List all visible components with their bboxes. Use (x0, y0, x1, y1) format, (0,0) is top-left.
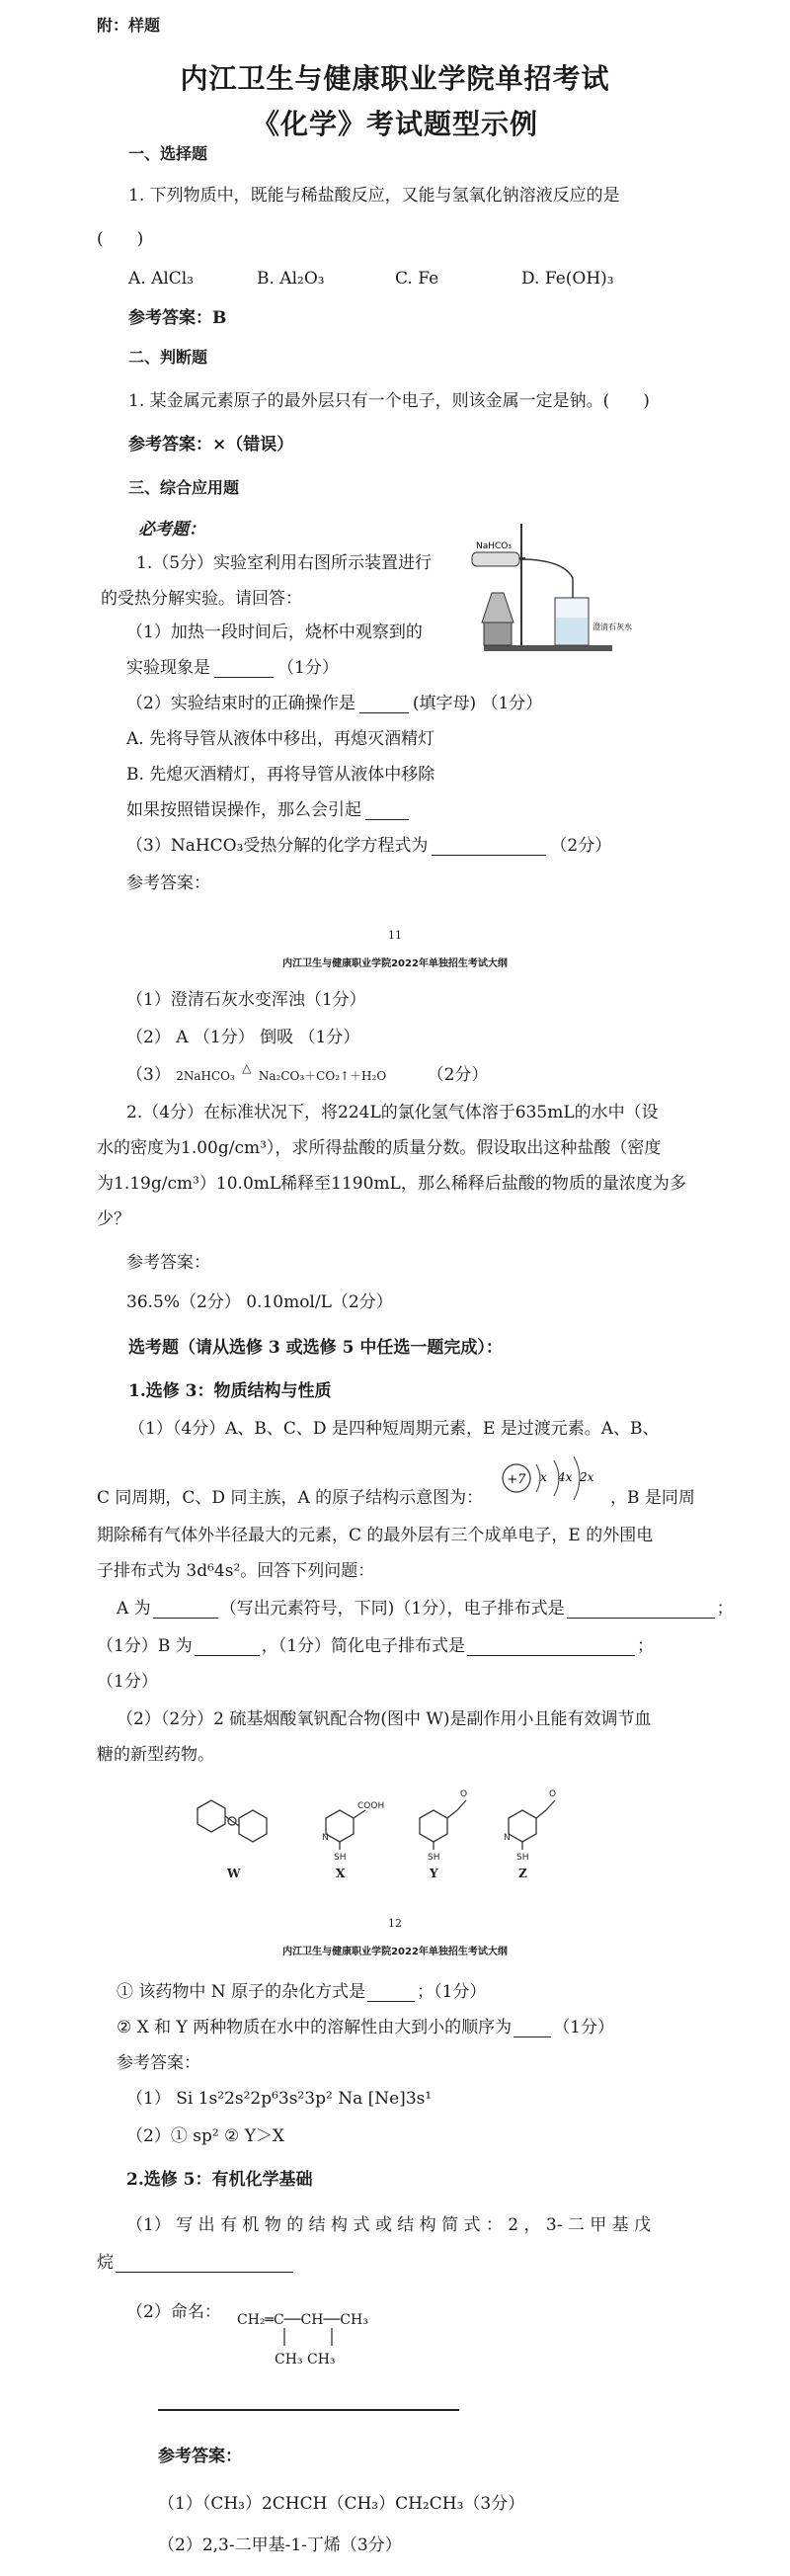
e3-line3: 期除稀有气体外半径最大的元素，C 的最外层有三个成单电子，E 的外围电 (97, 1526, 654, 1545)
c1-q2c: 如果按照错误操作，那么会引起 (126, 800, 409, 820)
e3-line5: A 为 （写出元素符号，下同)（1分），电子排布式是 ； (117, 1599, 734, 1619)
q2-text: 1. 某金属元素原子的最外层只有一个电子，则该金属一定是钠。( ) (128, 391, 650, 411)
molecule-label-w: W (227, 1867, 241, 1880)
c1-q1b: 实验现象是 （1分） (126, 658, 339, 678)
svg-text:O: O (460, 1789, 468, 1799)
svg-text:SH: SH (334, 1853, 347, 1863)
fig-label-limewater: 澄清石灰水 (592, 623, 632, 631)
molecule-label-x: X (336, 1867, 346, 1880)
elective-3-heading: 1.选修 3：物质结构与性质 (128, 1381, 332, 1401)
molecule-label-y: Y (430, 1867, 438, 1880)
q1-paren: ( ) (97, 229, 144, 249)
e3-part2-line2: 糖的新型药物。 (97, 1745, 214, 1765)
molecule-figure (178, 1779, 612, 1887)
section-choice: 一、选择题 (128, 144, 208, 163)
svg-text:O: O (549, 1789, 557, 1799)
molecule-label-z: Z (518, 1867, 527, 1880)
e3-part2-line1: （2）（2分）2 硫基烟酸氧钒配合物(图中 W)是副作用小且能有效调节血 (117, 1709, 652, 1729)
page-number-11: 11 (388, 929, 402, 942)
atom-shell-1: x (540, 1470, 547, 1484)
atom-nucleus: +7 (507, 1472, 526, 1487)
c1-line1: 1.（5分）实验室利用右图所示装置进行 (136, 553, 433, 573)
e3-q2: ② X 和 Y 两种物质在水中的溶解性由大到小的顺序为 （1分） (117, 2018, 615, 2037)
e5-answer-1: （1）（CH₃）2CHCH（CH₃）CH₂CH₃（3分） (158, 2494, 525, 2514)
e3-ref-label: 参考答案： (117, 2053, 200, 2073)
svg-text:SH: SH (516, 1853, 529, 1863)
title-line-1: 内江卫生与健康职业学院单招考试 (180, 62, 610, 95)
e5-ref-label: 参考答案： (158, 2447, 242, 2466)
e5-line2: 烷 (97, 2253, 293, 2273)
q2-answer: 参考答案：×（错误） (128, 435, 294, 455)
e3-answer-1: （1） Si 1s²2s²2p⁶3s²3p² Na [Ne]3s¹ (126, 2089, 433, 2109)
q1-answer: 参考答案：B (128, 308, 227, 328)
elective-heading: 选考题（请从选修 3 或选修 5 中任选一题完成）： (128, 1338, 503, 1358)
c1-option-a: A. 先将导管从液体中移出，再熄灭酒精灯 (126, 729, 435, 749)
atom-structure-diagram (499, 1453, 607, 1508)
c1-q3: （3）NaHCO₃受热分解的化学方程式为 （2分） (126, 836, 612, 856)
page-header-11: 内江卫生与健康职业学院2022年单独招生考试大纲 (282, 958, 508, 969)
q1-option-a: A. AlCl₃ (128, 269, 195, 289)
title-line-2: 《化学》考试题型示例 (251, 108, 538, 140)
c1-q2: （2）实验结束时的正确操作是 (填字母) （1分） (126, 694, 543, 713)
a1-part3: （3） 2NaHCO₃ △ Na₂CO₃＋CO₂↑＋H₂O （2分） (126, 1061, 489, 1085)
elective-5-heading: 2.选修 5：有机化学基础 (126, 2170, 313, 2190)
svg-text:COOH: COOH (357, 1801, 385, 1811)
svg-text:N: N (504, 1833, 511, 1843)
struct-sub: CH₃ CH₃ (275, 2352, 336, 2368)
page-number-12: 12 (388, 1917, 402, 1930)
c1-line2: 的受热分解实验。请回答： (101, 589, 302, 609)
atom-shell-3: 2x (580, 1470, 594, 1484)
section-comprehensive: 三、综合应用题 (128, 478, 240, 497)
c2-line4: 少？ (97, 1209, 130, 1229)
e3-line6: （1分）B 为 ，（1分）简化电子排布式是 ； (97, 1636, 655, 1656)
atom-shell-2: 4x (558, 1470, 573, 1484)
a1-part1: （1）澄清石灰水变浑浊（1分） (126, 990, 366, 1010)
e3-q1: ① 该药物中 N 原子的杂化方式是 ；（1分） (117, 1982, 487, 2002)
required-label: 必考题： (138, 520, 205, 540)
struct-main: CH₂═C──CH──CH₃ (237, 2312, 368, 2328)
c1-ref-label: 参考答案： (126, 873, 210, 893)
e3-line2a: C 同周期，C、D 同主族，A 的原子结构示意图为： (97, 1488, 484, 1508)
e3-answer-2: （2）① sp² ② Y＞X (126, 2126, 285, 2146)
c1-q1a: （1）加热一段时间后，烧杯中观察到的 (126, 623, 423, 642)
struct-bonds (276, 2328, 356, 2348)
section-judge: 二、判断题 (128, 348, 208, 367)
q1-option-c: C. Fe (395, 269, 439, 289)
a1-part2: （2） A （1分） 倒吸 （1分） (126, 1028, 360, 1047)
c2-answer: 36.5%（2分） 0.10mol/L（2分） (126, 1292, 393, 1312)
e5-line1: （1） 写 出 有 机 物 的 结 构 式 或 结 构 简 式 ： 2 ， 3- 二 甲 基 戊 (126, 2215, 652, 2235)
e5-answer-2: （2）2,3-二甲基-1-丁烯（3分） (158, 2535, 402, 2555)
e3-line1: （1）（4分）A、B、C、D 是四种短周期元素，E 是过渡元素。A、B、 (128, 1419, 660, 1439)
c2-line1: 2.（4分）在标准状况下，将224L的氯化氢气体溶于635mL的水中（设 (126, 1103, 659, 1122)
c2-line3: 为1.19g/cm³）10.0mL稀释至1190mL，那么稀释后盐酸的物质的量浓度为多 (97, 1174, 686, 1194)
e3-line2b: ，B 是同周 (610, 1488, 695, 1508)
e5-line3: （2）命名： (126, 2302, 221, 2322)
fig-label-nahco3: NaHCO₃ (476, 541, 512, 551)
svg-text:SH: SH (428, 1853, 440, 1863)
apparatus-figure (464, 519, 652, 662)
svg-text:N: N (322, 1833, 329, 1843)
appendix-label: 附：样题 (97, 16, 161, 35)
e3-line7: （1分） (97, 1672, 158, 1692)
q1-option-d: D. Fe(OH)₃ (521, 269, 614, 289)
q1-text: 1. 下列物质中，既能与稀盐酸反应，又能与氢氧化钠溶液反应的是 (128, 186, 620, 206)
e3-line4: 子排布式为 3d⁶4s²。回答下列问题： (97, 1561, 375, 1581)
q1-option-b: B. Al₂O₃ (257, 269, 325, 289)
c2-line2: 水的密度为1.00g/cm³），求所得盐酸的质量分数。假设取出这种盐酸（密度 (97, 1138, 662, 1158)
c2-ref-label: 参考答案： (126, 1253, 210, 1273)
c1-option-b: B. 先熄灭酒精灯，再将导管从液体中移除 (126, 765, 435, 785)
answer-divider (158, 2409, 459, 2411)
page-header-12: 内江卫生与健康职业学院2022年单独招生考试大纲 (282, 1947, 508, 1957)
